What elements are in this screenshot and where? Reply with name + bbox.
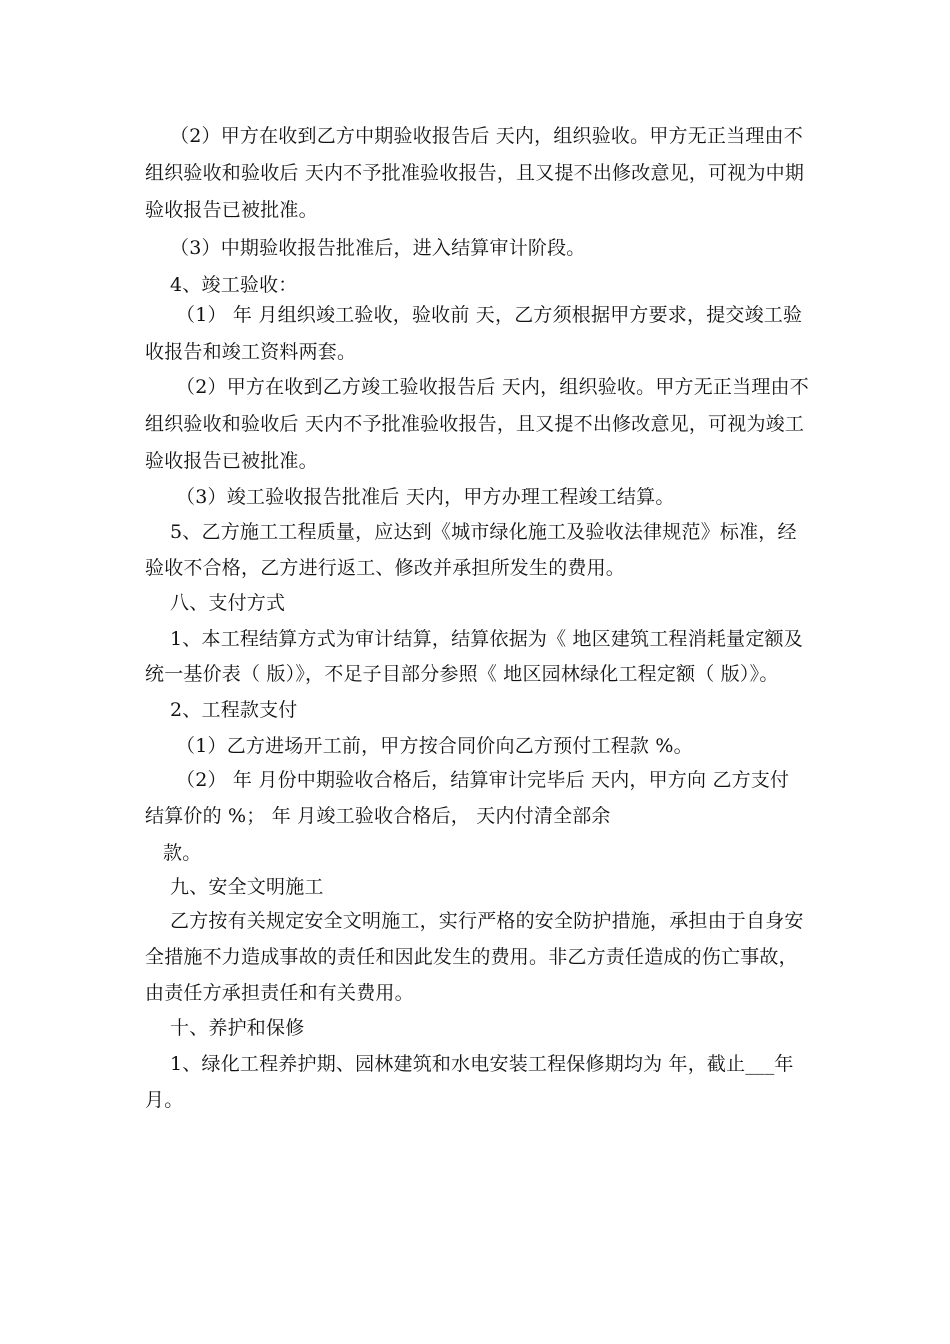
paragraph-line: （2）甲方在收到乙方中期验收报告后 天内，组织验收。甲方无正当理由不 <box>170 125 803 147</box>
paragraph-line: 款。 <box>163 842 202 864</box>
paragraph-line: 统一基价表（ 版）》，不足子目部分参照《 地区园林绿化工程定额（ 版）》。 <box>145 663 779 685</box>
paragraph-line: 验收报告已被批准。 <box>145 450 318 472</box>
paragraph-line: 组织验收和验收后 天内不予批准验收报告，且又提不出修改意见，可视为中期 <box>145 162 805 184</box>
paragraph-line: （1） 年 月组织竣工验收，验收前 天，乙方须根据甲方要求，提交竣工验 <box>176 304 803 326</box>
paragraph-line: 组织验收和验收后 天内不予批准验收报告，且又提不出修改意见，可视为竣工 <box>145 413 805 435</box>
paragraph-line: （3）竣工验收报告批准后 天内，甲方办理工程竣工结算。 <box>176 486 675 508</box>
paragraph-line: 收报告和竣工资料两套。 <box>145 341 357 363</box>
paragraph-line: 由责任方承担责任和有关费用。 <box>145 982 414 1004</box>
paragraph-line: （2） 年 月份中期验收合格后，结算审计完毕后 天内，甲方向 乙方支付 <box>176 769 790 791</box>
paragraph-line: 结算价的 %； 年 月竣工验收合格后， 天内付清全部余 <box>145 805 611 827</box>
section-heading: 2、工程款支付 <box>170 699 298 721</box>
paragraph-line: 全措施不力造成事故的责任和因此发生的费用。非乙方责任造成的伤亡事故， <box>145 946 798 968</box>
paragraph-line: 月。 <box>145 1089 184 1111</box>
paragraph-line: 乙方按有关规定安全文明施工，实行严格的安全防护措施，承担由于自身安 <box>170 910 804 932</box>
paragraph-line: 验收报告已被批准。 <box>145 199 318 221</box>
paragraph-line: （3）中期验收报告批准后，进入结算审计阶段。 <box>170 237 586 259</box>
paragraph-line: （1）乙方进场开工前，甲方按合同价向乙方预付工程款 %。 <box>176 735 693 757</box>
section-heading: 九、安全文明施工 <box>170 876 324 898</box>
paragraph-line: 验收不合格，乙方进行返工、修改并承担所发生的费用。 <box>145 557 626 579</box>
section-heading: 4、竣工验收： <box>170 274 298 296</box>
paragraph-line: 5、乙方施工工程质量，应达到《城市绿化施工及验收法律规范》标准，经 <box>170 521 797 543</box>
section-heading: 十、养护和保修 <box>170 1017 305 1039</box>
paragraph-line: （2）甲方在收到乙方竣工验收报告后 天内，组织验收。甲方无正当理由不 <box>176 376 809 398</box>
paragraph-line: 1、本工程结算方式为审计结算，结算依据为《 地区建筑工程消耗量定额及 <box>170 628 803 650</box>
paragraph-line: 1、绿化工程养护期、园林建筑和水电安装工程保修期均为 年，截止___年 <box>170 1053 794 1075</box>
section-heading: 八、支付方式 <box>170 592 286 614</box>
